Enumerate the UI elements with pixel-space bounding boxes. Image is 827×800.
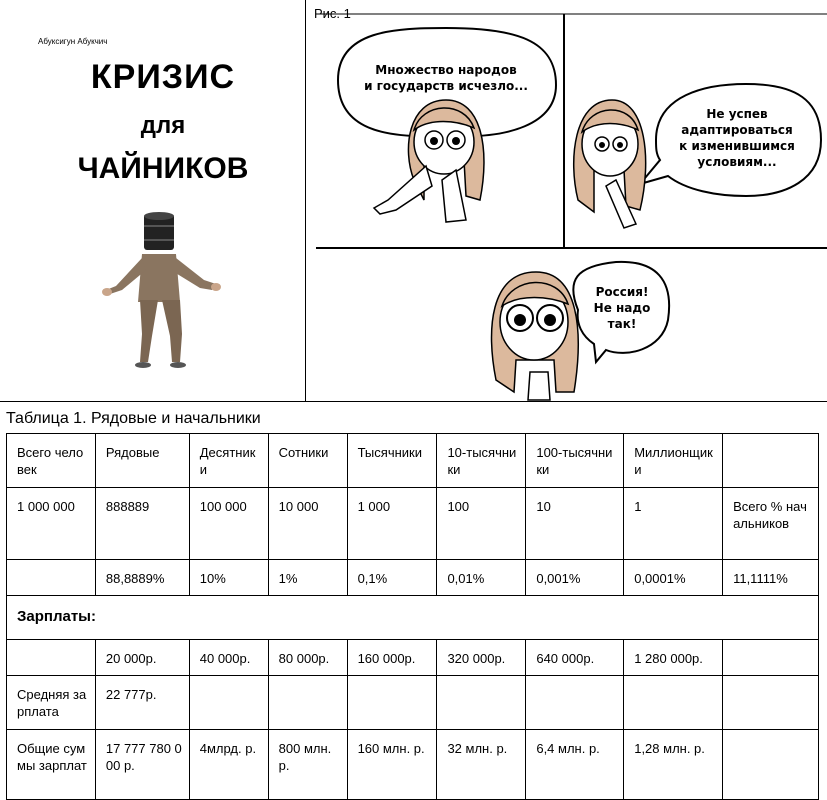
- table-cell: 1,28 млн. р.: [624, 730, 723, 800]
- comic-strip: [306, 0, 827, 402]
- book-cover: [0, 0, 306, 402]
- table-row-counts: [7, 488, 819, 560]
- table-cell: 20 000р.: [95, 640, 189, 676]
- table-cell: 100-тысячники: [526, 434, 624, 488]
- table-cell: 320 000р.: [437, 640, 526, 676]
- table-cell: 0,001%: [526, 560, 624, 596]
- table-cell: [437, 676, 526, 730]
- table-cell: Всего человек: [7, 434, 96, 488]
- table-cell: 17 777 780 000 р.: [95, 730, 189, 800]
- table-cell: [347, 676, 437, 730]
- speech-bubble-panel2: [662, 106, 812, 170]
- table-cell: Тысячники: [347, 434, 437, 488]
- table-cell: [624, 676, 723, 730]
- table-cell: 10 000: [268, 488, 347, 560]
- table-cell: [7, 560, 96, 596]
- table-cell: Миллионщики: [624, 434, 723, 488]
- table-cell: Всего % начальников: [723, 488, 819, 560]
- speech-line: Не надо: [593, 301, 651, 315]
- table-cell: 40 000р.: [189, 640, 268, 676]
- table-cell: 0,0001%: [624, 560, 723, 596]
- table-cell: [723, 434, 819, 488]
- table-cell: 4млрд. р.: [189, 730, 268, 800]
- speech-line: Не успев: [706, 107, 768, 121]
- figure-label: Рис. 1: [314, 6, 351, 21]
- table-row-totals: [7, 730, 819, 800]
- table-cell: Общие суммы зарплат: [7, 730, 96, 800]
- table-cell: 11,1111%: [723, 560, 819, 596]
- table-cell: 100: [437, 488, 526, 560]
- speech-line: так!: [607, 317, 637, 331]
- cover-title-line3: ЧАЙНИКОВ: [77, 152, 249, 185]
- table-cell: 1 000 000: [7, 488, 96, 560]
- table-cell: 22 777р.: [95, 676, 189, 730]
- table-row-salaries: [7, 640, 819, 676]
- table-cell: 88,8889%: [95, 560, 189, 596]
- table-row-average: [7, 676, 819, 730]
- table-caption: Таблица 1. Рядовые и начальники: [6, 410, 261, 427]
- table-cell: Рядовые: [95, 434, 189, 488]
- table-cell: 80 000р.: [268, 640, 347, 676]
- table-cell: 160 000р.: [347, 640, 437, 676]
- table-cell: [189, 676, 268, 730]
- table-cell: 10: [526, 488, 624, 560]
- table-cell: 6,4 млн. р.: [526, 730, 624, 800]
- cover-author: Абуксигун Абукчич: [38, 37, 108, 46]
- table-cell: 888889: [95, 488, 189, 560]
- table-cell: Десятники: [189, 434, 268, 488]
- table-cell: 160 млн. р.: [347, 730, 437, 800]
- speech-line: к изменившимся: [679, 139, 795, 153]
- table-cell: 100 000: [189, 488, 268, 560]
- table-cell: [268, 676, 347, 730]
- table-cell: 32 млн. р.: [437, 730, 526, 800]
- ranks-table: [6, 433, 819, 800]
- section-heading-salaries: Зарплаты:: [7, 596, 819, 640]
- table-cell: [7, 640, 96, 676]
- table-row-section: [7, 596, 819, 640]
- table-cell: [723, 676, 819, 730]
- table-cell: 10%: [189, 560, 268, 596]
- table-cell: 0,1%: [347, 560, 437, 596]
- table-cell: 0,01%: [437, 560, 526, 596]
- table-cell: 10-тысячники: [437, 434, 526, 488]
- table-row-header: [7, 434, 819, 488]
- speech-line: адаптироваться: [681, 123, 793, 137]
- speech-line: и государств исчезло...: [364, 79, 528, 93]
- speech-line: Россия!: [595, 285, 649, 299]
- table-cell: [723, 730, 819, 800]
- table-cell: [723, 640, 819, 676]
- table-cell: 1: [624, 488, 723, 560]
- cover-title-line1: КРИЗИС: [90, 58, 236, 96]
- speech-line: условиям...: [697, 155, 777, 169]
- cover-title-line2: для: [140, 112, 186, 139]
- speech-bubble-panel1: [346, 62, 546, 94]
- table-cell: Сотники: [268, 434, 347, 488]
- comic-artwork: [306, 0, 827, 402]
- speech-bubble-panel3: [582, 284, 662, 332]
- table-cell: 800 млн. р.: [268, 730, 347, 800]
- table-row-percents: [7, 560, 819, 596]
- table-cell: 640 000р.: [526, 640, 624, 676]
- speech-line: Множество народов: [375, 63, 517, 77]
- table-cell: 1 000: [347, 488, 437, 560]
- barrel-head-man-illustration: [98, 212, 228, 372]
- table-cell: 1%: [268, 560, 347, 596]
- table-cell: Средняя зарплата: [7, 676, 96, 730]
- table-cell: [526, 676, 624, 730]
- table-cell: 1 280 000р.: [624, 640, 723, 676]
